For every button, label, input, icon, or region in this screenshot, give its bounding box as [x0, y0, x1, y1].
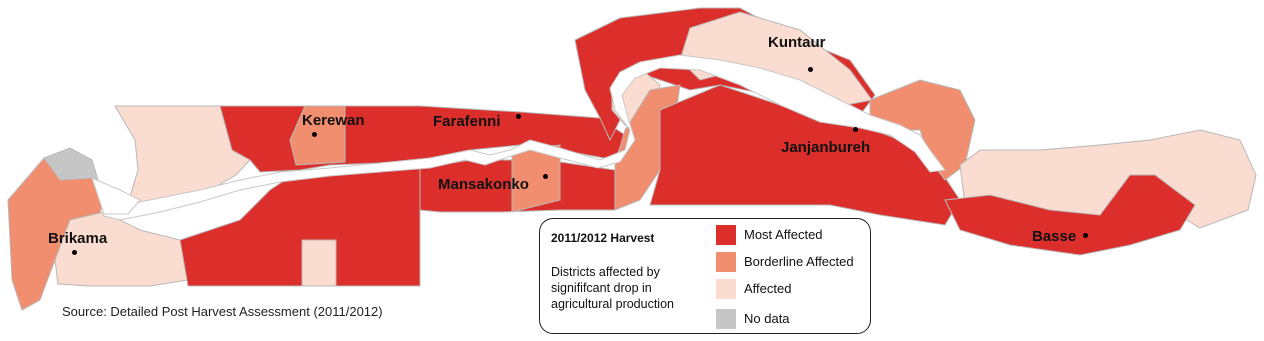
legend-label-affected: Affected [744, 281, 792, 296]
city-marker-kerewan [312, 132, 317, 137]
legend-swatch-borderline-affected [716, 252, 736, 272]
city-marker-farafenni [516, 114, 521, 119]
city-label-basse: Basse [1032, 228, 1077, 245]
map-legend [539, 218, 871, 334]
legend-swatch-most-affected [716, 225, 736, 245]
district-affected-south-enclave [302, 240, 336, 286]
city-label-kerewan: Kerewan [302, 112, 365, 129]
source-note: Source: Detailed Post Harvest Assessment (2011/2012) [62, 304, 383, 319]
city-label-janjanbureh: Janjanbureh [781, 139, 871, 156]
legend-label-no-data: No data [744, 311, 790, 326]
city-label-mansakonko: Mansakonko [438, 176, 529, 193]
legend-label-most-affected: Most Affected [744, 227, 823, 242]
legend-label-borderline-affected: Borderline Affected [744, 254, 854, 269]
city-marker-mansakonko [543, 174, 548, 179]
city-marker-janjanbureh [853, 127, 858, 132]
city-label-farafenni: Farafenni [433, 113, 501, 130]
legend-swatch-affected [716, 279, 736, 299]
city-marker-basse [1083, 233, 1088, 238]
legend-swatch-no-data [716, 309, 736, 329]
legend-title: 2011/2012 Harvest [551, 231, 655, 245]
legend-description: Districts affected by signififcant drop in agricultural production [551, 265, 674, 311]
city-marker-kuntaur [808, 67, 813, 72]
city-marker-brikama [72, 250, 77, 255]
city-label-kuntaur: Kuntaur [768, 34, 826, 51]
city-label-brikama: Brikama [48, 230, 108, 247]
district-affected-brikama [55, 212, 188, 286]
